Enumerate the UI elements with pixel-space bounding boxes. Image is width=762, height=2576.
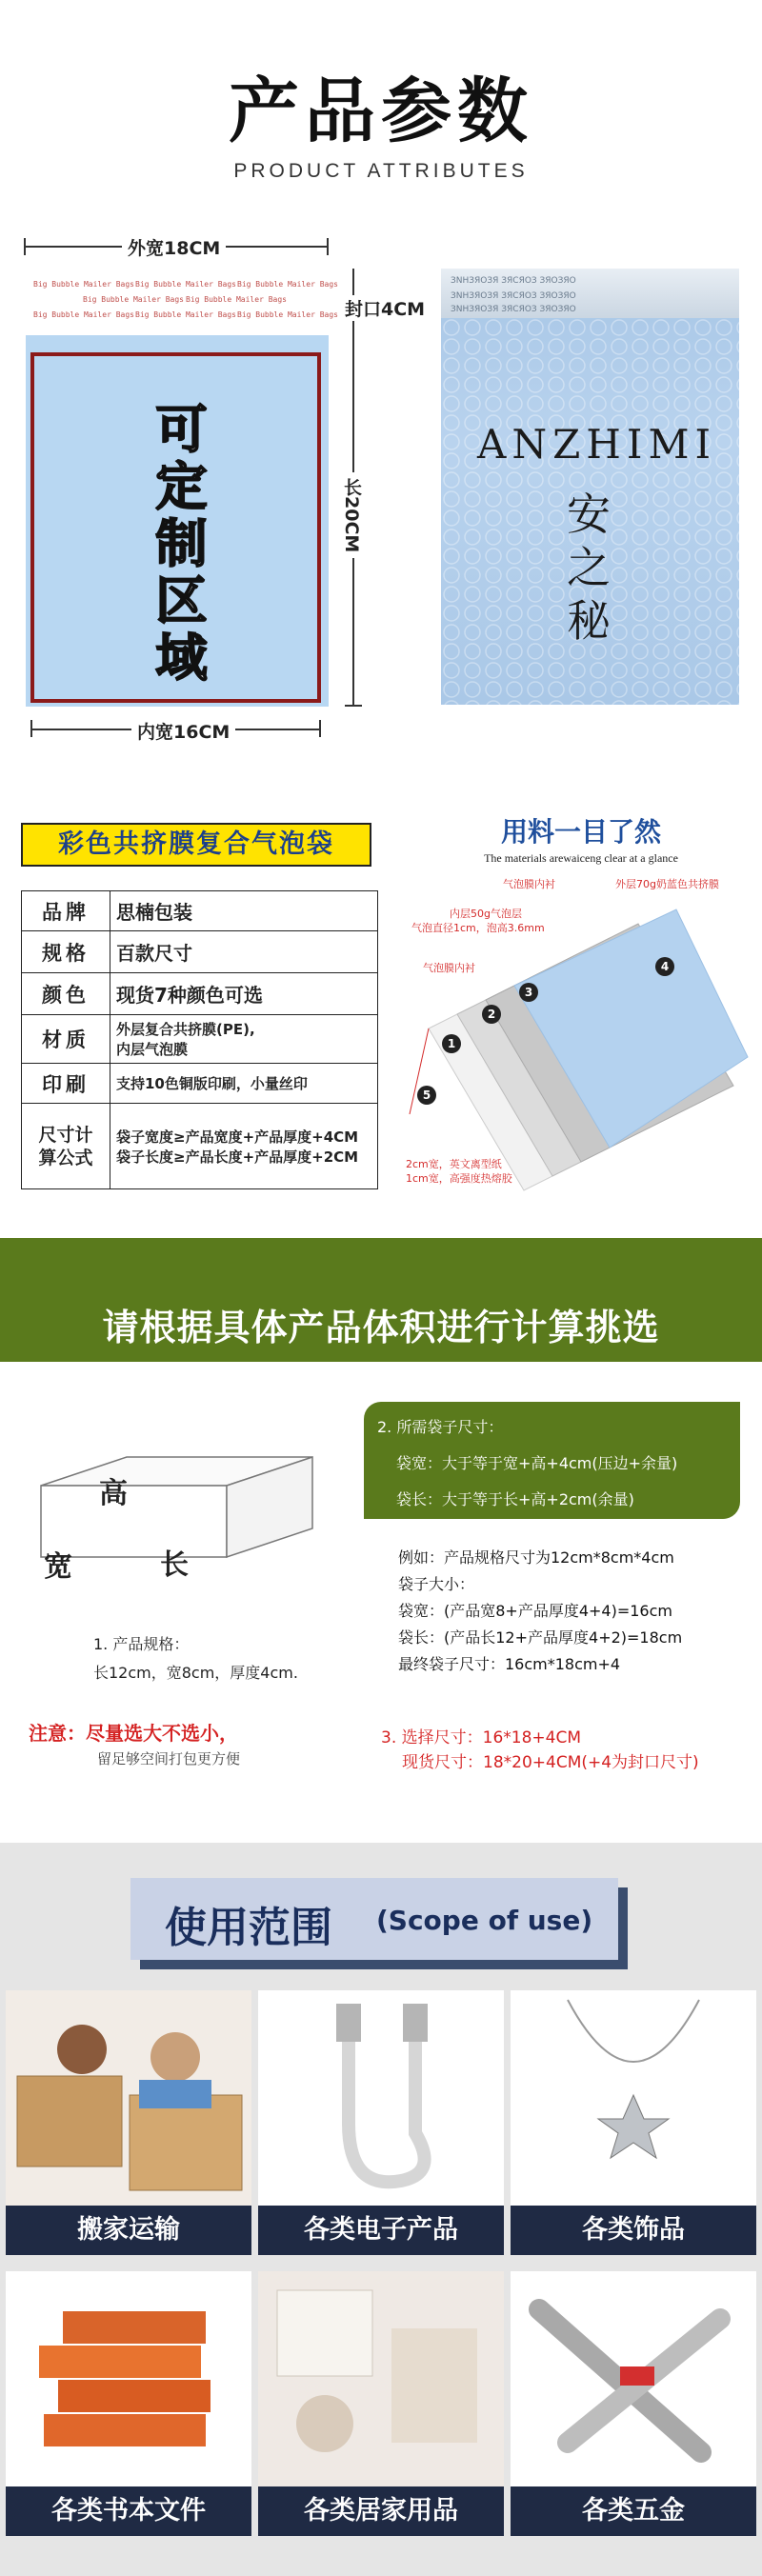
seal-print: ЗNHЗЯОЗЯ ЗЯСЯОЗ ЗЯОЗЯО [451, 276, 576, 286]
scope-tile-label: 各类居家用品 [258, 2486, 504, 2536]
box-height-label: 高 [99, 1477, 128, 1510]
page-title: 产品参数 [229, 70, 533, 152]
spec-key: 印刷 [22, 1064, 110, 1104]
table-row [22, 1064, 378, 1104]
photo-seal-strip [441, 269, 739, 318]
step2-width: 袋宽：大于等于宽+高+4cm(压边+余量) [396, 1454, 678, 1472]
flap-print: Big Bubble Mailer Bags [33, 280, 134, 289]
seal-height-label: 封口4CM [339, 295, 431, 321]
spec-value: 思楠包装 [110, 891, 378, 931]
scope-title-en: (Scope of use) [376, 1905, 593, 1936]
spec-key: 材质 [22, 1015, 110, 1064]
flap-print: Big Bubble Mailer Bags [237, 280, 338, 289]
table-row [22, 931, 378, 973]
bag-flap [26, 269, 338, 335]
dim-tick [319, 720, 321, 737]
layer-label: 1cm宽，高强度热熔胶 [406, 1172, 512, 1185]
box-width-label: 宽 [44, 1550, 72, 1584]
layer-label: 2cm宽，英文离型纸 [406, 1158, 502, 1170]
spec-value: 支持10色铜版印刷，小量丝印 [110, 1064, 378, 1104]
layer-number: 5 [417, 1086, 436, 1105]
scope-tile-label: 各类电子产品 [258, 2206, 504, 2255]
necklace-icon [511, 1990, 756, 2206]
scope-tile-label: 搬家运输 [6, 2206, 251, 2255]
dim-tick [30, 720, 32, 737]
spec-value-line: 袋子长度≥产品长度+产品厚度+2CM [116, 1148, 359, 1166]
table-row [22, 1104, 378, 1189]
flap-print: Big Bubble Mailer Bags [135, 310, 236, 319]
scope-tile [6, 1990, 251, 2255]
table-row [22, 1015, 378, 1064]
step1-value: 长12cm，宽8cm，厚度4cm. [93, 1664, 298, 1682]
note-sub: 留足够空间打包更方便 [97, 1750, 241, 1767]
usb-cable-icon [258, 1990, 504, 2206]
spec-title: 彩色共挤膜复合气泡袋 [21, 823, 371, 867]
spec-value-line: 袋子宽度≥产品宽度+产品厚度+4CM [116, 1128, 359, 1146]
flap-print: Big Bubble Mailer Bags [33, 310, 134, 319]
custom-print-area [30, 352, 321, 703]
spec-table [21, 890, 378, 1189]
flap-print: Big Bubble Mailer Bags [83, 295, 184, 304]
seal-print: ЗNHЗЯОЗЯ ЗЯСЯОЗ ЗЯОЗЯО [451, 291, 576, 301]
step2-length: 袋长：大于等于长+高+2cm(余量) [396, 1490, 634, 1508]
spec-value-line: 内层气泡膜 [116, 1041, 189, 1058]
layer-number: 2 [482, 1005, 501, 1024]
moving-boxes-icon [6, 1990, 251, 2206]
flap-print: Big Bubble Mailer Bags [237, 310, 338, 319]
brand-logo-cn: 安 [567, 489, 611, 540]
note-title: 注意：尽量选大不选小， [29, 1722, 238, 1745]
scope-tile-label: 各类书本文件 [6, 2486, 251, 2536]
example-line: 最终袋子尺寸：16cm*18cm+4 [398, 1655, 621, 1673]
step1-title: 1. 产品规格： [93, 1635, 190, 1653]
spec-key: 品牌 [22, 891, 110, 931]
dim-tick [345, 705, 362, 707]
example-line: 袋宽：(产品宽8+产品厚度4+4)=16cm [398, 1602, 672, 1620]
flap-print: Big Bubble Mailer Bags [135, 280, 236, 289]
step3-line2: 现货尺寸：18*20+4CM(+4为封口尺寸) [402, 1753, 699, 1772]
spec-value [110, 1015, 378, 1064]
layer-label: 气泡膜内衬 [503, 878, 555, 890]
calc-banner-text: 请根据具体产品体积进行计算挑选 [102, 1307, 660, 1348]
inner-width-label: 内宽16CM [131, 718, 235, 744]
materials-title: 用料一目了然 [500, 816, 661, 848]
layer-label: 外层70g奶蓝色共挤膜 [615, 878, 719, 890]
brand-logo-cn: 之 [567, 542, 611, 593]
materials-subtitle: The materials arewaiceng clear at a glance [484, 851, 678, 865]
page-subtitle: PRODUCT ATTRIBUTES [233, 160, 529, 182]
layer-label: 气泡直径1cm，泡高3.6mm [411, 922, 545, 934]
spec-key: 规格 [22, 931, 110, 973]
example-line: 例如：产品规格尺寸为12cm*8cm*4cm [398, 1548, 674, 1567]
size-formula-box [364, 1402, 740, 1519]
spec-value-line: 外层复合共挤膜(PE), [116, 1021, 255, 1038]
scope-tile [6, 2271, 251, 2536]
length-label: 长20CM [339, 472, 365, 558]
scope-title: 使用范围 [165, 1904, 332, 1952]
brand-logo-cn: 秘 [567, 595, 611, 647]
custom-area-label: 可定制区域 [148, 402, 208, 688]
dim-tick [24, 238, 26, 255]
outer-width-label: 外宽18CM [122, 234, 226, 260]
step2-title: 2. 所需袋子尺寸： [377, 1418, 504, 1436]
scope-tile [511, 1990, 756, 2255]
scope-tile-label: 各类饰品 [511, 2206, 756, 2255]
product-photo-bag [441, 269, 739, 705]
books-icon [6, 2271, 251, 2486]
seal-print: ЗNHЗЯОЗЯ ЗЯСЯОЗ ЗЯОЗЯО [451, 305, 576, 314]
scope-banner [130, 1878, 618, 1960]
scope-tile-label: 各类五金 [511, 2486, 756, 2536]
table-row [22, 973, 378, 1015]
box-length-label: 长 [160, 1548, 189, 1582]
scope-tile [258, 2271, 504, 2536]
dim-tick [327, 238, 329, 255]
layer-number: 1 [442, 1034, 461, 1053]
layer-number: 3 [519, 983, 538, 1002]
example-line: 袋长：(产品长12+产品厚度4+2)=18cm [398, 1628, 683, 1647]
wrench-icon [511, 2271, 756, 2486]
layer-label: 内层50g气泡层 [450, 908, 522, 920]
household-icon [258, 2271, 504, 2486]
layer-label: 气泡膜内衬 [423, 962, 475, 974]
scope-tile [258, 1990, 504, 2255]
spec-key: 颜色 [22, 973, 110, 1015]
scope-tile [511, 2271, 756, 2536]
step3-line1: 3. 选择尺寸：16*18+4CM [381, 1728, 581, 1747]
flap-print: Big Bubble Mailer Bags [186, 295, 287, 304]
spec-value: 百款尺寸 [110, 931, 378, 973]
layer-number: 4 [655, 957, 674, 976]
example-line: 袋子大小： [398, 1575, 475, 1593]
brand-logo-en: ANZHIMI [477, 421, 717, 468]
spec-value: 现货7种颜色可选 [110, 973, 378, 1015]
spec-key: 尺寸计算公式 [22, 1104, 110, 1189]
table-row [22, 891, 378, 931]
spec-value [110, 1104, 378, 1189]
